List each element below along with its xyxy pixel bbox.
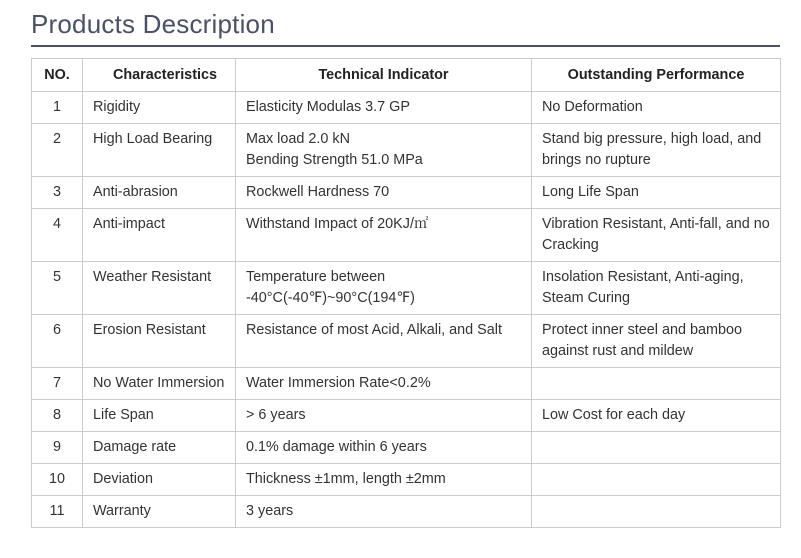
indicator-line: Temperature between bbox=[246, 269, 386, 285]
row-characteristic: Erosion Resistant bbox=[83, 315, 236, 368]
table-row bbox=[32, 464, 781, 496]
table-row bbox=[32, 92, 781, 124]
row-indicator bbox=[236, 124, 532, 177]
row-characteristic: Weather Resistant bbox=[83, 262, 236, 315]
row-number: 11 bbox=[32, 496, 83, 528]
table-row bbox=[32, 262, 781, 315]
row-number: 3 bbox=[32, 177, 83, 209]
row-performance: No Deformation bbox=[532, 92, 781, 124]
indicator-line: > 6 years bbox=[246, 407, 306, 423]
row-indicator bbox=[236, 177, 532, 209]
row-indicator bbox=[236, 262, 532, 315]
row-indicator bbox=[236, 432, 532, 464]
row-characteristic: No Water Immersion bbox=[83, 368, 236, 400]
table-row bbox=[32, 400, 781, 432]
row-indicator bbox=[236, 496, 532, 528]
table-row bbox=[32, 496, 781, 528]
row-performance: Stand big pressure, high load, and brings no rupture bbox=[532, 124, 781, 177]
row-number: 4 bbox=[32, 209, 83, 262]
products-spec-table bbox=[31, 58, 781, 528]
header-technical-indicator: Technical Indicator bbox=[236, 59, 532, 92]
row-performance: Low Cost for each day bbox=[532, 400, 781, 432]
row-performance bbox=[532, 496, 781, 528]
indicator-line: 3 years bbox=[246, 503, 294, 519]
indicator-line: Max load 2.0 kN bbox=[246, 131, 350, 147]
indicator-line: Bending Strength 51.0 MPa bbox=[246, 152, 423, 168]
row-characteristic: Life Span bbox=[83, 400, 236, 432]
indicator-line: Resistance of most Acid, Alkali, and Salt bbox=[246, 322, 502, 338]
indicator-line: Rockwell Hardness 70 bbox=[246, 184, 390, 200]
row-performance: Insolation Resistant, Anti-aging, Steam Curing bbox=[532, 262, 781, 315]
title-divider bbox=[31, 45, 780, 47]
table-row bbox=[32, 368, 781, 400]
row-characteristic: Deviation bbox=[83, 464, 236, 496]
row-indicator bbox=[236, 368, 532, 400]
row-number: 6 bbox=[32, 315, 83, 368]
row-indicator bbox=[236, 315, 532, 368]
row-number: 1 bbox=[32, 92, 83, 124]
row-performance bbox=[532, 368, 781, 400]
row-characteristic: High Load Bearing bbox=[83, 124, 236, 177]
row-performance bbox=[532, 464, 781, 496]
table-row bbox=[32, 432, 781, 464]
indicator-line: -40°C(-40℉)~90°C(194℉) bbox=[246, 290, 415, 306]
row-performance bbox=[532, 432, 781, 464]
row-number: 10 bbox=[32, 464, 83, 496]
indicator-line: 0.1% damage within 6 years bbox=[246, 439, 427, 455]
table-row bbox=[32, 315, 781, 368]
indicator-line: Elasticity Modulas 3.7 GP bbox=[246, 99, 410, 115]
row-number: 7 bbox=[32, 368, 83, 400]
row-indicator bbox=[236, 400, 532, 432]
row-characteristic: Anti-impact bbox=[83, 209, 236, 262]
page-title: Products Description bbox=[31, 9, 275, 39]
row-characteristic: Rigidity bbox=[83, 92, 236, 124]
table-header-row bbox=[32, 59, 781, 92]
indicator-line: Water Immersion Rate<0.2% bbox=[246, 375, 431, 391]
row-indicator bbox=[236, 464, 532, 496]
row-characteristic: Warranty bbox=[83, 496, 236, 528]
table-row bbox=[32, 177, 781, 209]
row-performance: Long Life Span bbox=[532, 177, 781, 209]
row-characteristic: Anti-abrasion bbox=[83, 177, 236, 209]
header-characteristics: Characteristics bbox=[83, 59, 236, 92]
header-outstanding-performance: Outstanding Performance bbox=[532, 59, 781, 92]
row-number: 2 bbox=[32, 124, 83, 177]
row-number: 9 bbox=[32, 432, 83, 464]
row-indicator bbox=[236, 209, 532, 262]
table-row bbox=[32, 209, 781, 262]
table-row bbox=[32, 124, 781, 177]
row-performance: Protect inner steel and bamboo against rust and mildew bbox=[532, 315, 781, 368]
row-number: 8 bbox=[32, 400, 83, 432]
header-no: NO. bbox=[32, 59, 83, 92]
indicator-line: Withstand Impact of 20KJ/㎡ bbox=[246, 216, 429, 232]
row-number: 5 bbox=[32, 262, 83, 315]
row-performance: Vibration Resistant, Anti-fall, and no Cracking bbox=[532, 209, 781, 262]
indicator-line: Thickness ±1mm, length ±2mm bbox=[246, 471, 446, 487]
row-characteristic: Damage rate bbox=[83, 432, 236, 464]
row-indicator bbox=[236, 92, 532, 124]
